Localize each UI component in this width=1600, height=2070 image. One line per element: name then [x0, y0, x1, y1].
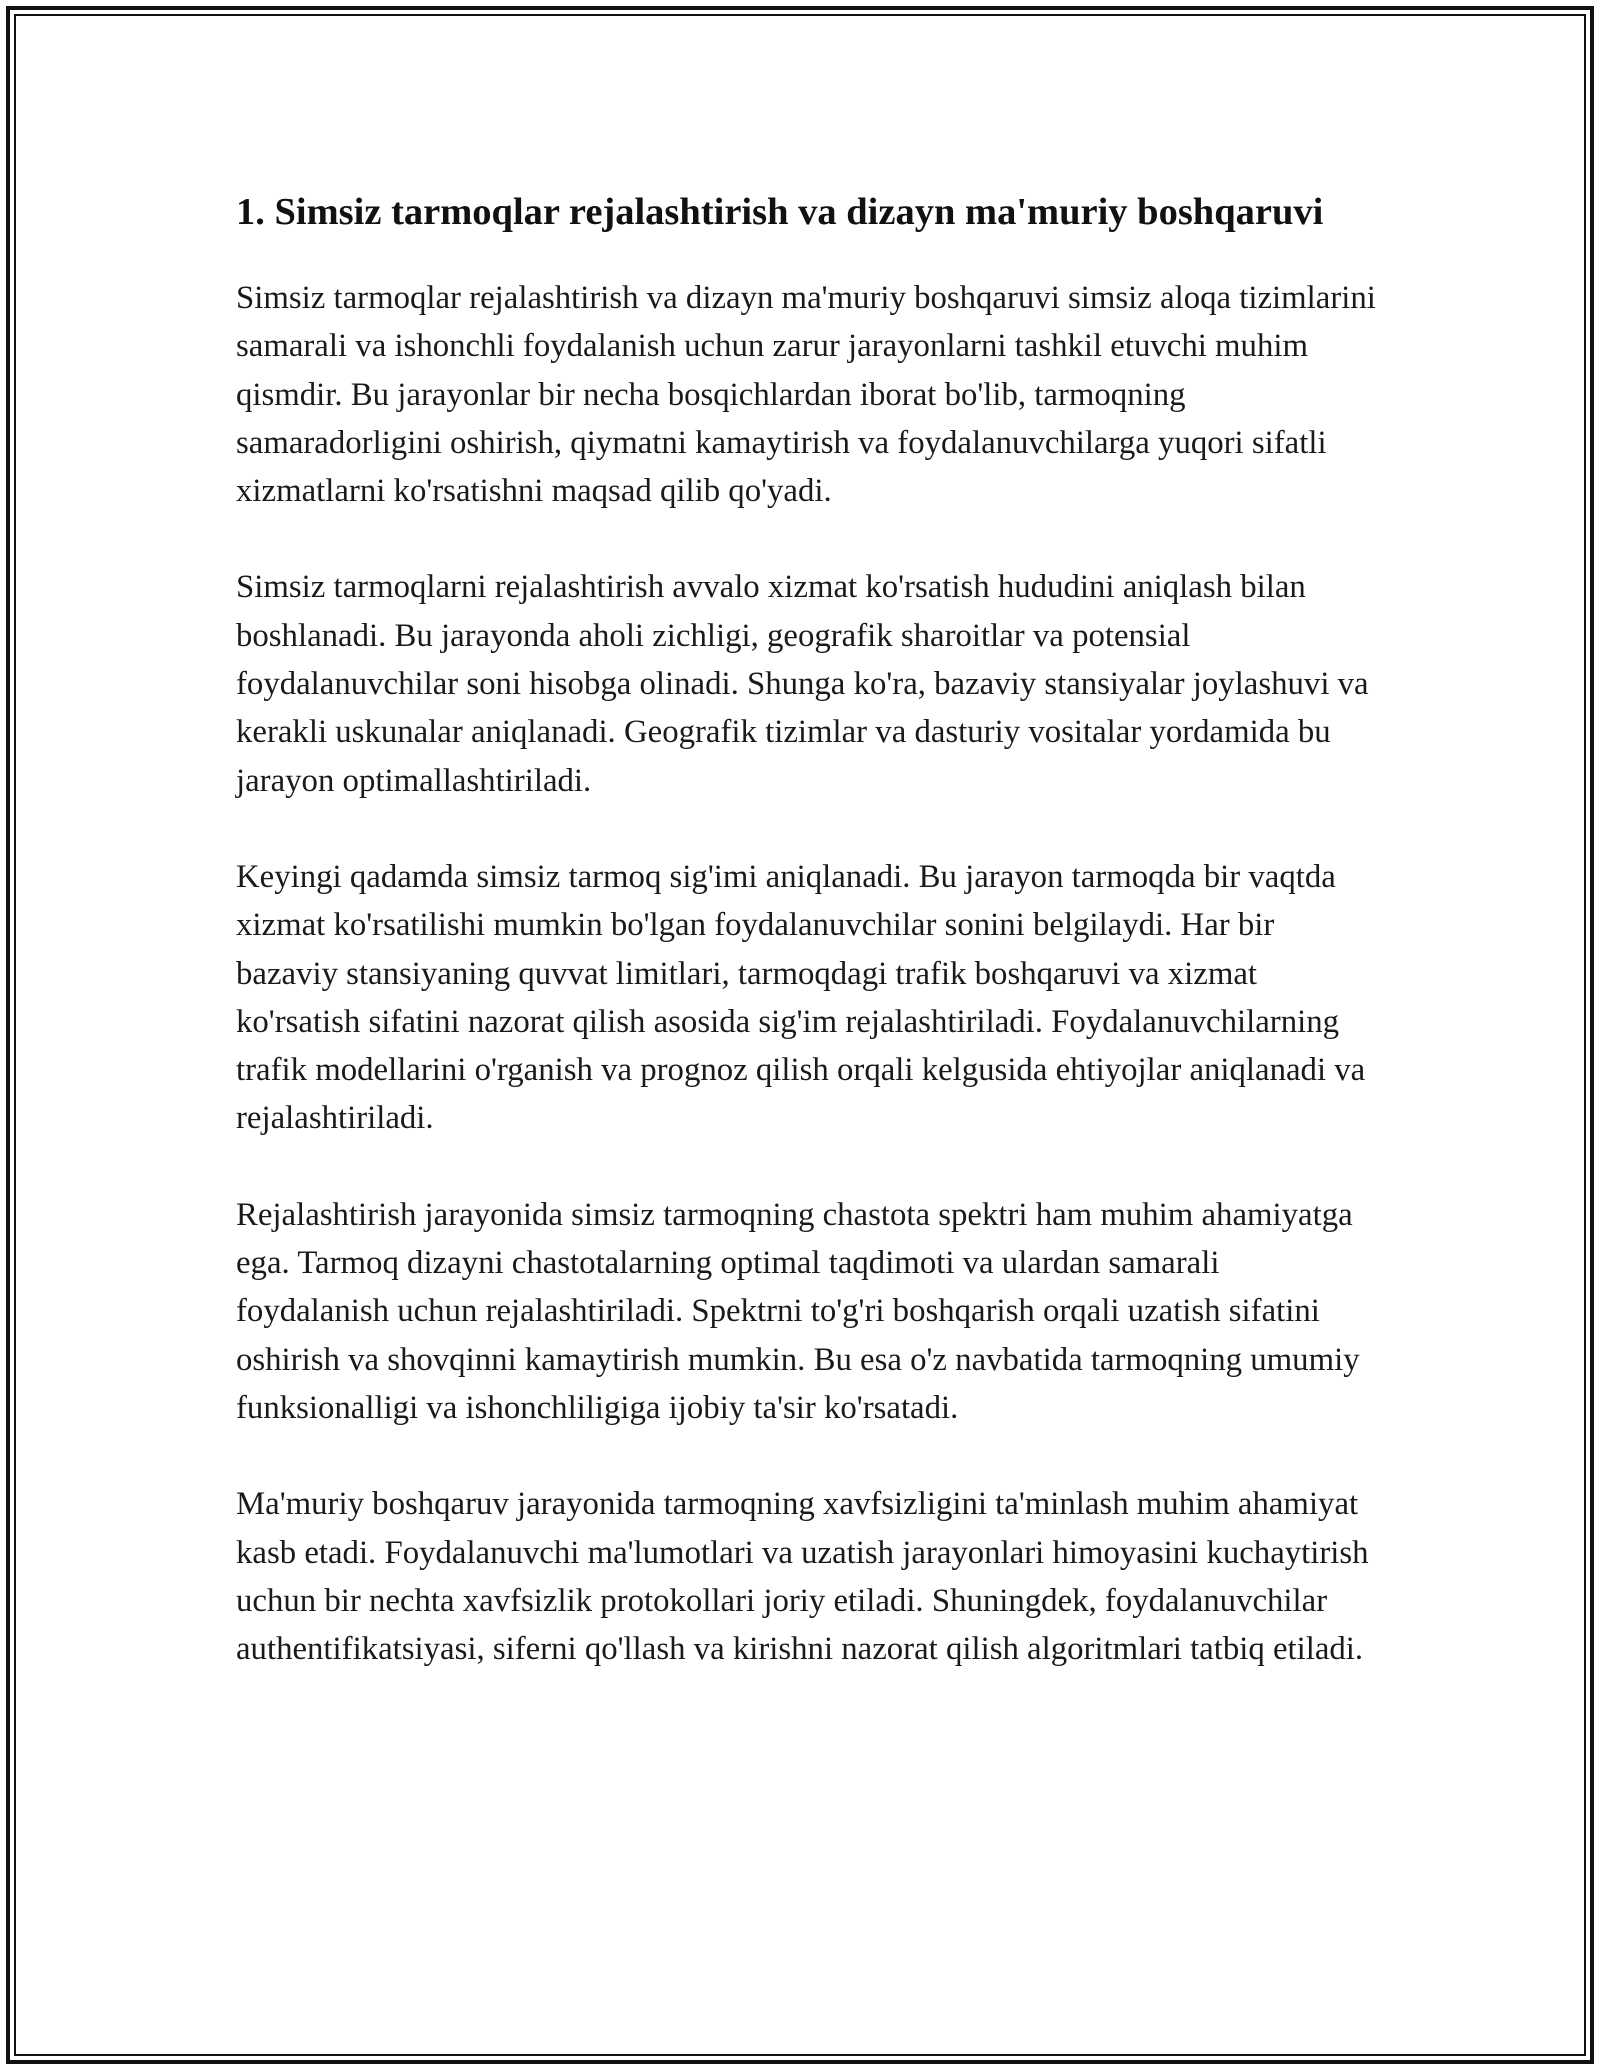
- paragraph-1: Simsiz tarmoqlar rejalashtirish va dizayn ma'muriy boshqaruvi simsiz aloqa tizimlarini samarali va ishonchli foydalanish uchun zarur jarayonlarni tashkil etuvchi muhim qismdir. Bu jarayonlar bir necha bosqichlardan iborat bo'lib, tarmoqning samaradorligini oshirish, qiymatni kamaytirish va foydalanuvchilarga yuqori sifatli xizmatlarni ko'rsatishni maqsad qilib qo'yadi.: [236, 280, 1376, 510]
- paragraph-2: Simsiz tarmoqlarni rejalashtirish avvalo xizmat ko'rsatish hududini aniqlash bilan boshlanadi. Bu jarayonda aholi zichligi, geografik sharoitlar va potensial foydalanuvchilar soni hisobga olinadi. Shunga ko'ra, bazaviy stansiyalar joylashuvi va kerakli uskunalar aniqlanadi. Geografik tizimlar va dasturiy vositalar yordamida bu jarayon optimallashtiriladi.: [236, 569, 1369, 799]
- document-body: [236, 184, 1376, 1673]
- paragraph-3: Keyingi qadamda simsiz tarmoq sig'imi aniqlanadi. Bu jarayon tarmoqda bir vaqtda xizmat ko'rsatilishi mumkin bo'lgan foydalanuvchilar sonini belgilaydi. Har bir bazaviy stansiyaning quvvat limitlari, tarmoqdagi trafik boshqaruvi va xizmat ko'rsatish sifatini nazorat qilish asosida sig'im rejalashtiriladi. Foydalanuvchilarning trafik modellarini o'rganish va prognoz qilish orqali kelgusida ehtiyojlar aniqlanadi va rejalashtiriladi.: [236, 858, 1366, 1137]
- paragraph-4: Rejalashtirish jarayonida simsiz tarmoqning chastota spektri ham muhim ahamiyatga ega. Tarmoq dizayni chastotalarning optimal taqdimoti va ulardan samarali foydalanish uchun rejalashtiriladi. Spektrni to'g'ri boshqarish orqali uzatish sifatini oshirish va shovqinni kamaytirish mumkin. Bu esa o'z navbatida tarmoqning umumiy funksionalligi va ishonchliligiga ijobiy ta'sir ko'rsatadi.: [236, 1196, 1360, 1426]
- section-heading: 1. Simsiz tarmoqlar rejalashtirish va dizayn ma'muriy boshqaruvi: [236, 191, 1324, 233]
- paragraph-5: Ma'muriy boshqaruv jarayonida tarmoqning xavfsizligini ta'minlash muhim ahamiyat kasb etadi. Foydalanuvchi ma'lumotlari va uzatish jarayonlari himoyasini kuchaytirish uchun bir nechta xavfsizlik protokollari joriy etiladi. Shuningdek, foydalanuvchilar authentifikatsiyasi, siferni qo'llash va kirishni nazorat qilish algoritmlari tatbiq etiladi.: [236, 1486, 1369, 1668]
